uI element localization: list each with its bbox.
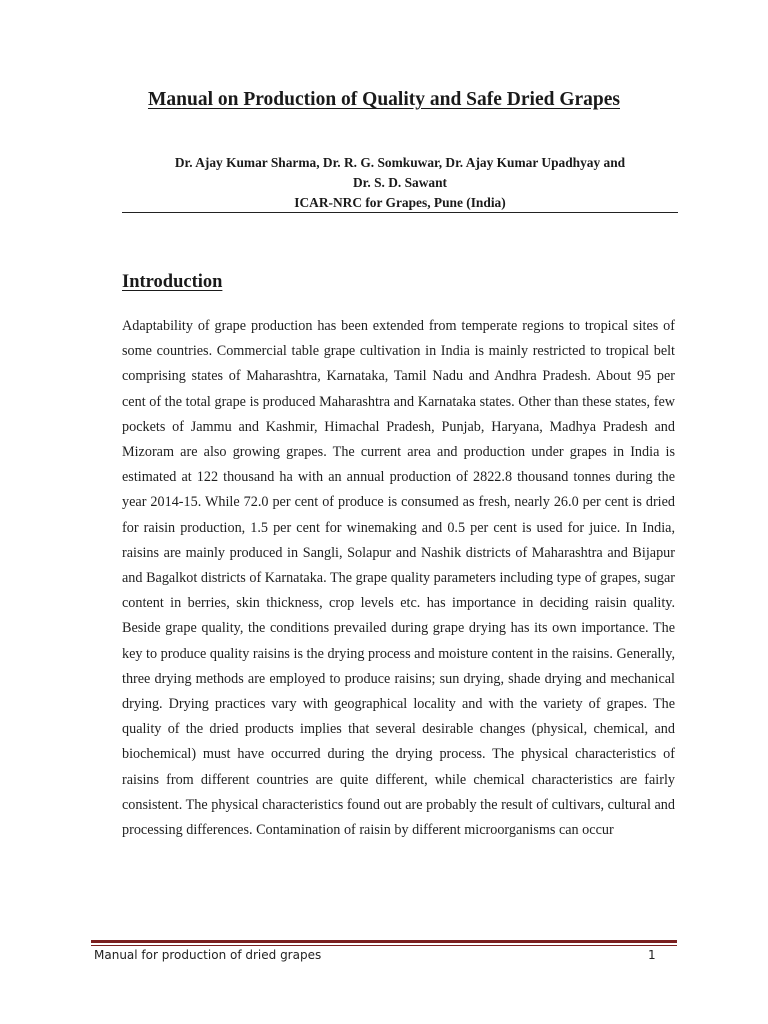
- title-divider: [122, 212, 678, 213]
- footer-title: Manual for production of dried grapes: [94, 948, 322, 962]
- page-number: 1: [648, 948, 656, 962]
- authors-line-2: Dr. S. D. Sawant: [352, 175, 447, 190]
- footer-divider-thin: [91, 945, 677, 946]
- body-paragraph: Adaptability of grape production has been extended from temperate regions to tropical sites of some countries. Commercial table grape cultivation in India is mainly restricted to tropical belt comprising states of Maharashtra, Karnataka, Tamil Nadu and Andhra Pradesh. About 95 per cent of the total grape is produced Maharashtra and Karnataka states. Other than these states, few pockets of Jammu and Kashmir, Himachal Pradesh, Punjab, Haryana, Madhya Pradesh and Mizoram are also growing grapes. The current area and production under grapes in India is estimated at 122 thousand ha with an annual production of 2822.8 thousand tonnes during the year 2014-15. While 72.0 per cent of produce is consumed as fresh, nearly 26.0 per cent is dried for raisin production, 1.5 per cent for winemaking and 0.5 per cent is used for juice. In India, raisins are mainly produced in Sangli, Solapur and Nashik districts of Maharashtra and Bijapur and Bagalkot districts of Karnataka. The grape quality parameters including type of grapes, sugar content in berries, skin thickness, crop levels etc. has importance in deciding raisin quality. Beside grape quality, the conditions prevailed during grape drying has its own importance. The key to produce quality raisins is the drying process and moisture content in the raisins. Generally, three drying methods are employed to produce raisins; sun drying, shade drying and mechanical drying. Drying practices vary with geographical locality and with the variety of grapes. The quality of the dried products implies that several desirable changes (physical, chemical, and biochemical) must have occurred during the drying process. The physical characteristics of raisins from different countries are quite different, while chemical characteristics are fairly consistent. The physical characteristics found out are probably the result of cultivars, cultural and processing differences. Contamination of raisin by different microorganisms can occur: [122, 318, 675, 839]
- document-title: Manual on Production of Quality and Safe Dried Grapes: [147, 89, 620, 110]
- affiliation: ICAR-NRC for Grapes, Pune (India): [294, 195, 506, 210]
- section-heading: Introduction: [122, 272, 223, 292]
- authors-block: [122, 153, 678, 213]
- footer-divider-thick: [91, 940, 677, 943]
- authors-line-1: Dr. Ajay Kumar Sharma, Dr. R. G. Somkuwar, Dr. Ajay Kumar Upadhyay and: [174, 155, 626, 170]
